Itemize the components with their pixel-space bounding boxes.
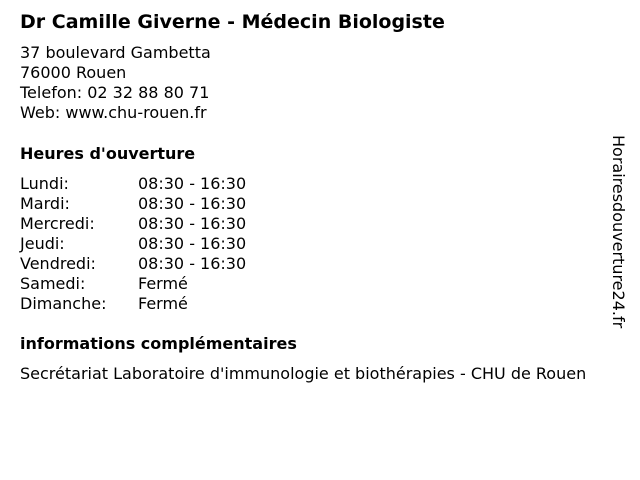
time-value: Fermé (138, 274, 188, 293)
hours-row-saturday (20, 274, 246, 294)
city-postcode: 76000 Rouen (20, 63, 127, 82)
phone-number: Telefon: 02 32 88 80 71 (20, 83, 210, 102)
additional-info-text: Secrétariat Laboratoire d'immunologie et biothérapies - CHU de Rouen (20, 364, 587, 383)
site-watermark (605, 135, 635, 345)
hours-row-wednesday (20, 214, 246, 234)
day-label: Samedi: (20, 274, 86, 293)
additional-info-heading: informations complémentaires (20, 334, 297, 353)
time-value: 08:30 - 16:30 (138, 234, 247, 253)
hours-row-monday (20, 174, 246, 194)
day-label: Vendredi: (20, 254, 96, 273)
time-value: 08:30 - 16:30 (138, 174, 247, 193)
day-label: Mardi: (20, 194, 70, 213)
opening-hours-table (20, 174, 246, 314)
hours-row-sunday (20, 294, 246, 314)
watermark-text: Horairesdouverture24.fr (609, 135, 628, 329)
page-title: Dr Camille Giverne - Médecin Biologiste (20, 11, 445, 33)
opening-hours-heading: Heures d'ouverture (20, 144, 196, 163)
address-block (20, 43, 211, 123)
day-label: Lundi: (20, 174, 69, 193)
hours-row-friday (20, 254, 246, 274)
time-value: 08:30 - 16:30 (138, 194, 247, 213)
website-link: Web: www.chu-rouen.fr (20, 103, 207, 122)
day-label: Jeudi: (20, 234, 65, 253)
day-label: Dimanche: (20, 294, 107, 313)
time-value: Fermé (138, 294, 188, 313)
day-label: Mercredi: (20, 214, 95, 233)
time-value: 08:30 - 16:30 (138, 214, 247, 233)
street-address: 37 boulevard Gambetta (20, 43, 211, 62)
hours-row-tuesday (20, 194, 246, 214)
hours-row-thursday (20, 234, 246, 254)
time-value: 08:30 - 16:30 (138, 254, 247, 273)
